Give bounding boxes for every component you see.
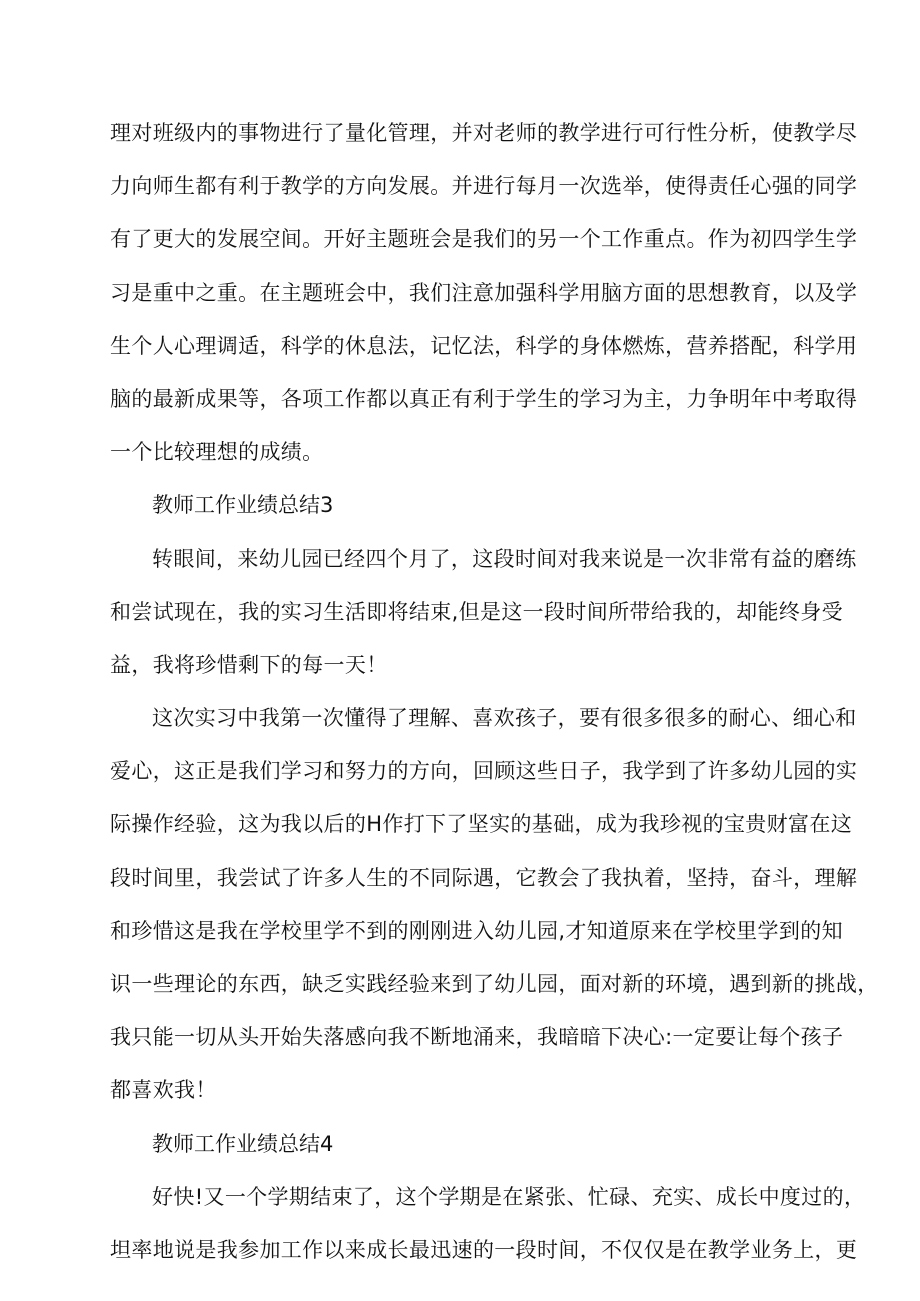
text-line: 习是重中之重。在主题班会中，我们注意加强科学用脑方面的思想教育，以及学 xyxy=(110,280,858,305)
paragraph-1 xyxy=(110,542,857,702)
text-line: 理对班级内的事物进行了量化管理，并对老师的教学进行可行性分析，使教学尽 xyxy=(110,121,858,145)
paragraph-2 xyxy=(110,701,879,1127)
text-line: 有了更大的发展空间。开好主题班会是我们的另一个工作重点。作为初四学生学 xyxy=(110,227,858,252)
document-page xyxy=(110,116,879,1286)
text-line: 转眼间，来幼儿园已经四个月了，这段时间对我来说是一次非常有益的磨练 xyxy=(152,546,857,571)
text-line: 际操作经验，这为我以后的H作打下了坚实的基础，成为我珍视的宝贵财富在这 xyxy=(110,812,853,837)
text-line: 和尝试现在，我的实习生活即将结束,但是这一段时间所带给我的，却能终身受 xyxy=(110,599,843,624)
text-line: 坦率地说是我参加工作以来成长最迅速的一段时间，不仅仅是在教学业务上，更 xyxy=(110,1237,858,1262)
text-line: 段时间里，我尝试了许多人生的不同际遇，它教会了我执着，坚持，奋斗，理解 xyxy=(110,865,858,890)
section-heading-3: 教师工作业绩总结3 xyxy=(152,493,334,518)
text-line: 这次实习中我第一次懂得了理解、喜欢孩子，要有很多很多的耐心、细心和 xyxy=(152,706,857,731)
text-line: 爱心，这正是我们学习和努力的方向，回顾这些日子，我学到了许多幼儿园的实 xyxy=(110,759,858,784)
section-heading-4: 教师工作业绩总结4 xyxy=(152,1131,334,1156)
text-line: 好快!又一个学期结束了，这个学期是在紧张、忙碌、充实、成长中度过的， xyxy=(152,1184,866,1209)
text-line: 生个人心理调适，科学的休息法，记忆法，科学的身体燃炼，营养搭配，科学用 xyxy=(110,333,858,358)
text-line: 益，我将珍惜剩下的每一天！ xyxy=(110,652,388,677)
text-line: 识一些理论的东西，缺乏实践经验来到了幼儿园，面对新的环境，遇到新的挑战， xyxy=(110,972,879,996)
text-line: 都喜欢我！ xyxy=(110,1078,217,1103)
text-line: 一个比较理想的成绩。 xyxy=(110,440,324,465)
text-line: 力向师生都有利于教学的方向发展。并进行每月一次选举，使得责任心强的同学 xyxy=(110,174,858,199)
text-line: 和珍惜这是我在学校里学不到的刚刚进入幼儿园,才知道原来在学校里学到的知 xyxy=(110,918,843,943)
paragraph-3 xyxy=(110,1180,866,1286)
paragraph-continued xyxy=(110,116,858,488)
text-line: 脑的最新成果等，各项工作都以真正有利于学生的学习为主，力争明年中考取得 xyxy=(110,386,858,411)
text-line: 我只能一切从头开始失落感向我不断地涌来，我暗暗下决心:一定要让每个孩子 xyxy=(110,1025,844,1050)
